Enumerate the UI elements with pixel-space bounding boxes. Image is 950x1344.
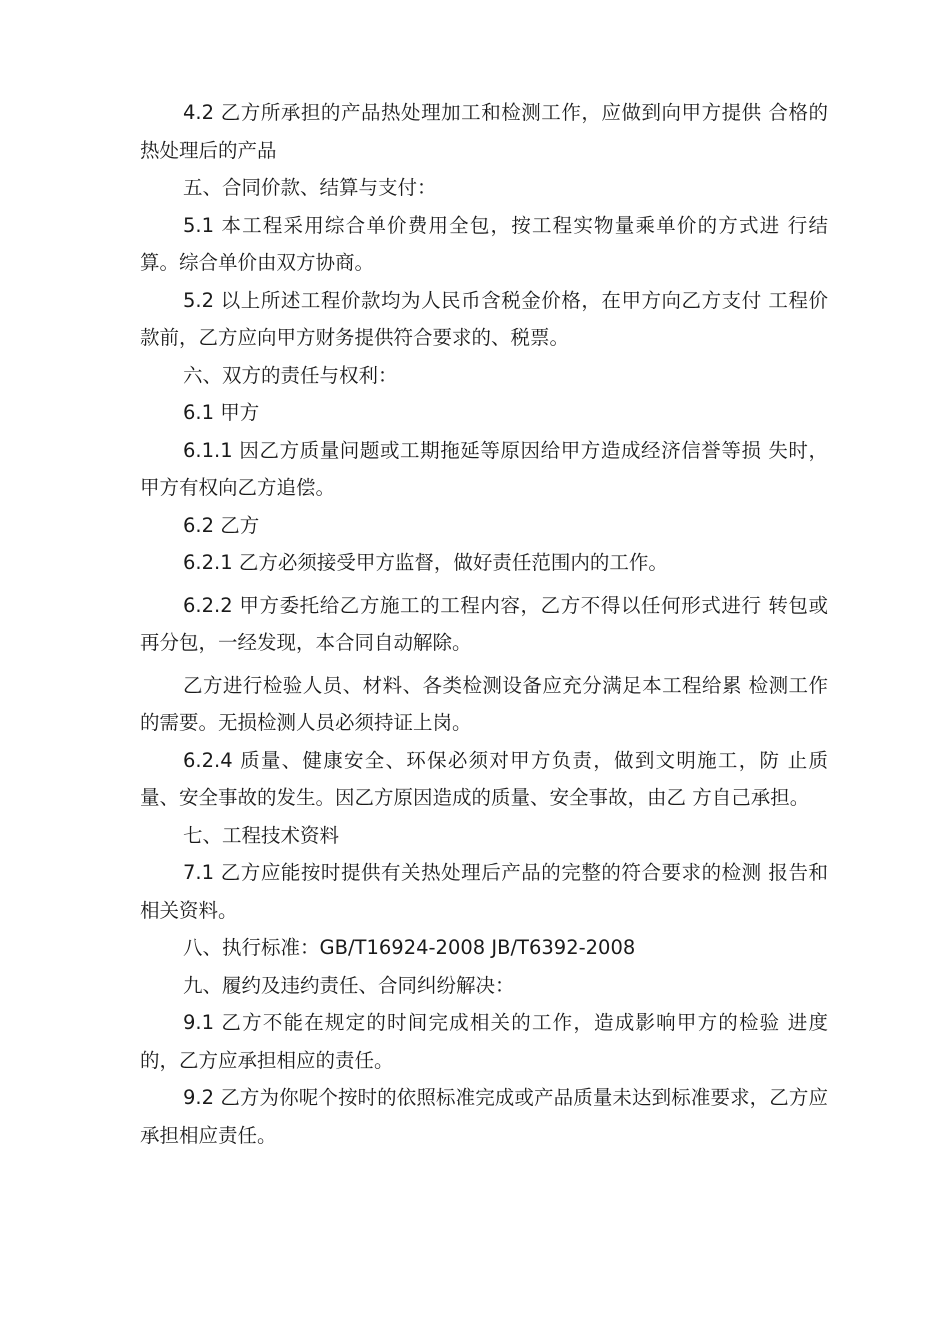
section-8-heading: 八、执行标准：GB/T16924-2008 JB/T6392-2008 (183, 936, 636, 959)
clause-4-2: 4.2 乙方所承担的产品热处理加工和检测工作，应做到向甲方提供 合格的热处理后的产品 (140, 101, 828, 162)
clause-6-2-4: 6.2.4 质量、健康安全、环保必须对甲方负责，做到文明施工，防 止质量、安全事故的发生。因乙方原因造成的质量、安全事故，由乙 方自己承担。 (140, 748, 828, 809)
clause-7-1: 7.1 乙方应能按时提供有关热处理后产品的完整的符合要求的检测 报告和相关资料。 (140, 861, 828, 922)
section-9-heading: 九、履约及违约责任、合同纠纷解决： (183, 973, 515, 997)
clause-5-2: 5.2 以上所述工程价款均为人民币含税金价格，在甲方向乙方支付 工程价款前，乙方应向甲方财务提供符合要求的、税票。 (140, 288, 828, 349)
section-6-heading: 六、双方的责任与权利： (183, 363, 398, 387)
section-7-heading: 七、工程技术资料 (183, 823, 340, 847)
clause-9-1: 9.1 乙方不能在规定的时间完成相关的工作，造成影响甲方的检验 进度的，乙方应承担相应的责任。 (140, 1011, 828, 1072)
clause-6-2-2: 6.2.2 甲方委托给乙方施工的工程内容，乙方不得以任何形式进行 转包或再分包，一经发现，本合同自动解除。 (140, 593, 828, 654)
clause-9-2: 9.2 乙方为你呢个按时的依照标准完成或产品质量未达到标准要求，乙方应承担相应责任。 (140, 1086, 828, 1147)
clause-6-2-1: 6.2.1 乙方必须接受甲方监督，做好责任范围内的工作。 (183, 551, 668, 574)
document-page (140, 94, 828, 1154)
clause-6-1-1: 6.1.1 因乙方质量问题或工期拖延等原因给甲方造成经济信誉等损 失时，甲方有权向乙方追偿。 (140, 438, 828, 499)
clause-6-2: 6.2 乙方 (183, 513, 260, 537)
clause-6-2-3: 乙方进行检验人员、材料、各类检测设备应充分满足本工程给累 检测工作的需要。无损检测人员必须持证上岗。 (140, 673, 828, 734)
clause-5-1: 5.1 本工程采用综合单价费用全包，按工程实物量乘单价的方式进 行结算。综合单价由双方协商。 (140, 213, 828, 274)
clause-6-1: 6.1 甲方 (183, 401, 260, 424)
section-5-heading: 五、合同价款、结算与支付： (183, 176, 437, 199)
